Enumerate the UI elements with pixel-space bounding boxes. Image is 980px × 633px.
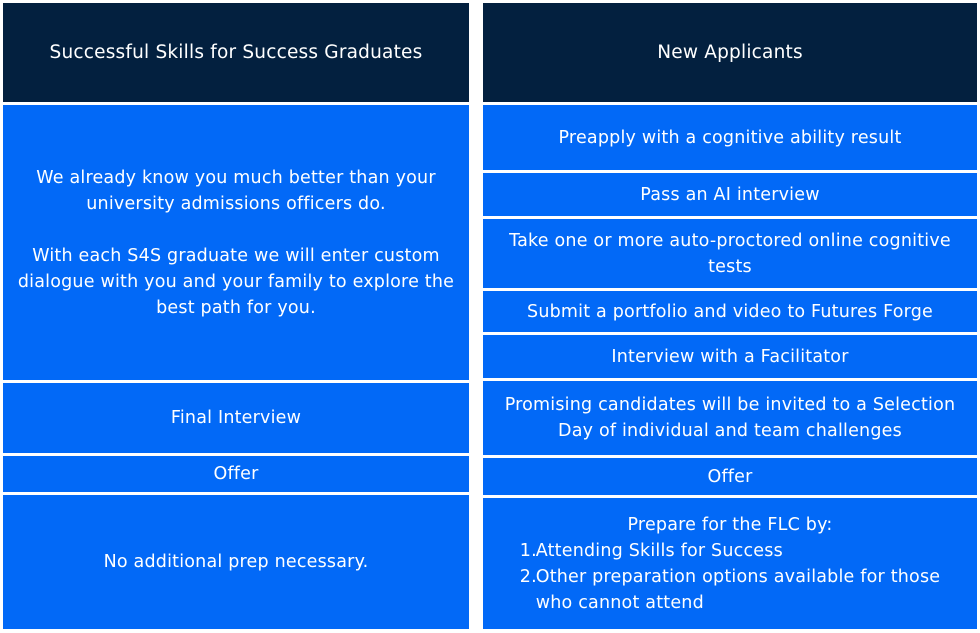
graduates-intro-paragraph-1: We already know you much better than your university admissions officers do. [36,167,436,214]
graduates-prep-cell [3,495,469,629]
applicants-step-2: Pass an AI interview [640,184,820,205]
graduates-offer-cell [3,456,469,492]
graduates-header [3,3,469,102]
applicants-header-text: New Applicants [657,41,803,63]
list-item-number: 2. [519,566,537,587]
graduates-header-text: Successful Skills for Success Graduates [49,41,423,63]
applicants-offer: Offer [707,466,753,487]
applicants-step-6-cell [483,381,977,455]
list-item [520,538,941,564]
applicants-step-4-cell [483,291,977,332]
applicants-header [483,3,977,102]
applicants-step-1: Preapply with a cognitive ability result [558,127,902,148]
list-item-text: Attending Skills for Success [535,540,783,561]
applicants-prep-list [520,538,941,616]
applicants-step-2-cell [483,173,977,216]
list-item [520,564,941,616]
graduates-intro-paragraph-2: With each S4S graduate we will enter custom dialogue with you and your family to explore the best path for you. [17,245,455,318]
applicants-step-1-cell [483,105,977,170]
list-item-text: Other preparation options available for those who cannot attend [535,566,941,613]
graduates-final-interview-cell [3,383,469,453]
applicants-step-6: Promising candidates will be invited to a Selection Day of individual and team challenges [504,395,956,441]
applicants-offer-cell [483,458,977,495]
applicants-step-4: Submit a portfolio and video to Futures Forge [527,301,933,322]
graduates-final-interview: Final Interview [170,408,302,428]
applicants-step-3-cell [483,219,977,288]
graduates-intro-cell [3,105,469,380]
applicants-prep-title: Prepare for the FLC by: [627,514,833,535]
list-item-number: 1. [519,540,537,561]
graduates-offer: Offer [213,464,259,484]
applicants-prep-cell [483,498,977,629]
applicants-step-5: Interview with a Facilitator [611,346,849,367]
applicants-step-5-cell [483,335,977,378]
applicants-step-3: Take one or more auto-proctored online cognitive tests [509,230,951,277]
graduates-prep: No additional prep necessary. [103,552,369,572]
